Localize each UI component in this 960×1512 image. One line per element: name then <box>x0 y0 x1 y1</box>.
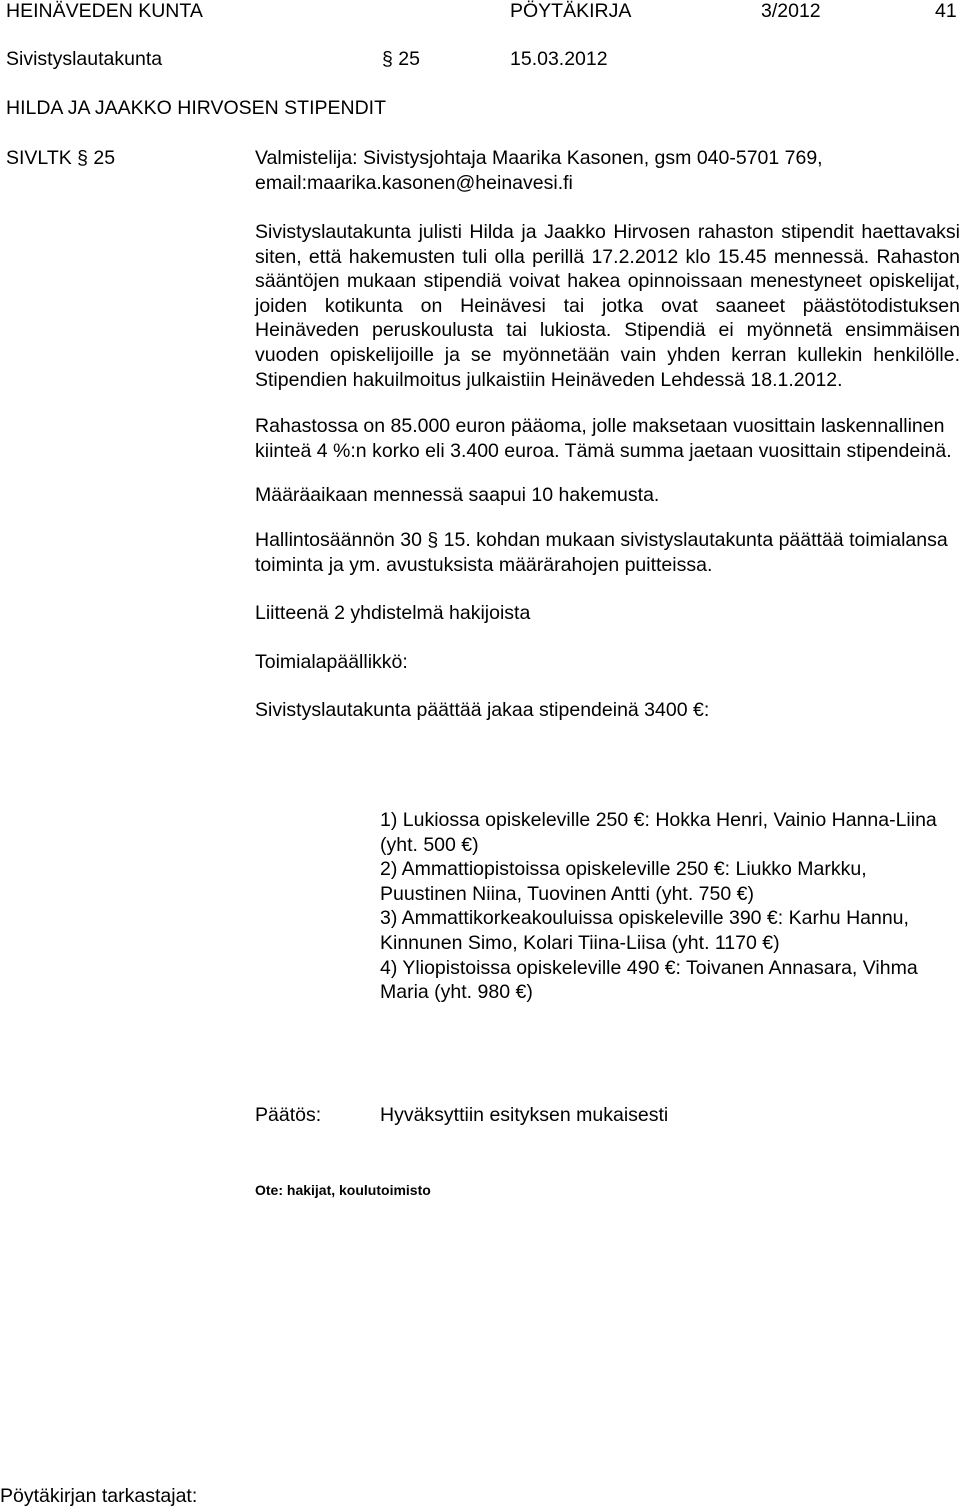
decision-text: Hyväksyttiin esityksen mukaisesti <box>380 1104 669 1126</box>
body-paragraph: Rahastossa on 85.000 euron pääoma, jolle maksetaan vuosittain laskennallinen kiinteä 4 %:n korko eli 3.400 euroa. Tämä summa jaetaan vuosittain stipendeinä. <box>255 415 952 462</box>
proposal-text: Sivistyslautakunta päättää jakaa stipendeinä 3400 €: <box>255 699 710 722</box>
body-paragraph: Sivistyslautakunta julisti Hilda ja Jaakko Hirvosen rahaston stipendit haettavaksi siten, että hakemusten tuli olla perillä 17.2.2012 klo 15.45 mennessä. Rahaston sääntöjen mukaan stipendiä voivat hakea opinnoissaan menestyneet opiskelijat, joiden kotikunta on Heinävesi tai jotka ovat saaneet päästötodistuksen Heinäveden peruskoulusta tai lukiosta. Stipendiä ei myönnetä ensimmäisen vuoden opiskelijoille ja se myönnetään vain yhden kerran kullekin henkilölle. Stipendien hakuilmoitus julkaistiin Heinäveden Lehdessä 18.1.2012. <box>255 221 960 391</box>
list-item: 1) Lukiossa opiskeleville 250 €: Hokka Henri, Vainio Hanna-Liina (yht. 500 €) <box>380 809 937 856</box>
body-paragraph: Määräaikaan mennessä saapui 10 hakemusta. <box>255 484 660 507</box>
decision-label: Päätös: <box>255 1104 322 1126</box>
copy-recipients: Ote: hakijat, koulutoimisto <box>255 1182 431 1198</box>
document-type: PÖYTÄKIRJA <box>510 0 632 22</box>
body-paragraph: Hallintosäännön 30 § 15. kohdan mukaan sivistyslautakunta päättää toimialansa toiminta ja ym. avustuksista määrärahojen puitteissa. <box>255 528 948 576</box>
attachment-note: Liitteenä 2 yhdistelmä hakijoista <box>255 602 531 625</box>
proposal-list <box>380 808 945 1005</box>
board-name: Sivistyslautakunta <box>6 48 163 70</box>
item-reference: SIVLTK § 25 <box>6 147 116 169</box>
preparer-email: email:maarika.kasonen@heinavesi.fi <box>255 172 573 194</box>
item-title: HILDA JA JAAKKO HIRVOSEN STIPENDIT <box>6 97 386 119</box>
minutes-checkers-label: Pöytäkirjan tarkastajat: <box>0 1485 198 1507</box>
list-item: 2) Ammattiopistoissa opiskeleville 250 €: Liukko Markku, Puustinen Niina, Tuovinen Antti (yht. 750 €) <box>380 858 867 905</box>
item-body <box>255 220 960 723</box>
proposer-label: Toimialapäällikkö: <box>255 650 408 673</box>
preparer-line: Valmistelija: Sivistysjohtaja Maarika Kasonen, gsm 040-5701 769, <box>255 147 823 169</box>
section-number: § 25 <box>382 48 420 70</box>
page-number: 41 <box>935 0 957 22</box>
list-item: 4) Yliopistoissa opiskeleville 490 €: Toivanen Annasara, Vihma Maria (yht. 980 €) <box>380 956 918 1004</box>
meeting-date: 15.03.2012 <box>510 48 608 70</box>
document-number: 3/2012 <box>761 0 821 22</box>
municipality-name: HEINÄVEDEN KUNTA <box>6 0 203 22</box>
list-item: 3) Ammattikorkeakouluissa opiskeleville 390 €: Karhu Hannu, Kinnunen Simo, Kolari Tiina-Liisa (yht. 1170 €) <box>380 907 909 954</box>
